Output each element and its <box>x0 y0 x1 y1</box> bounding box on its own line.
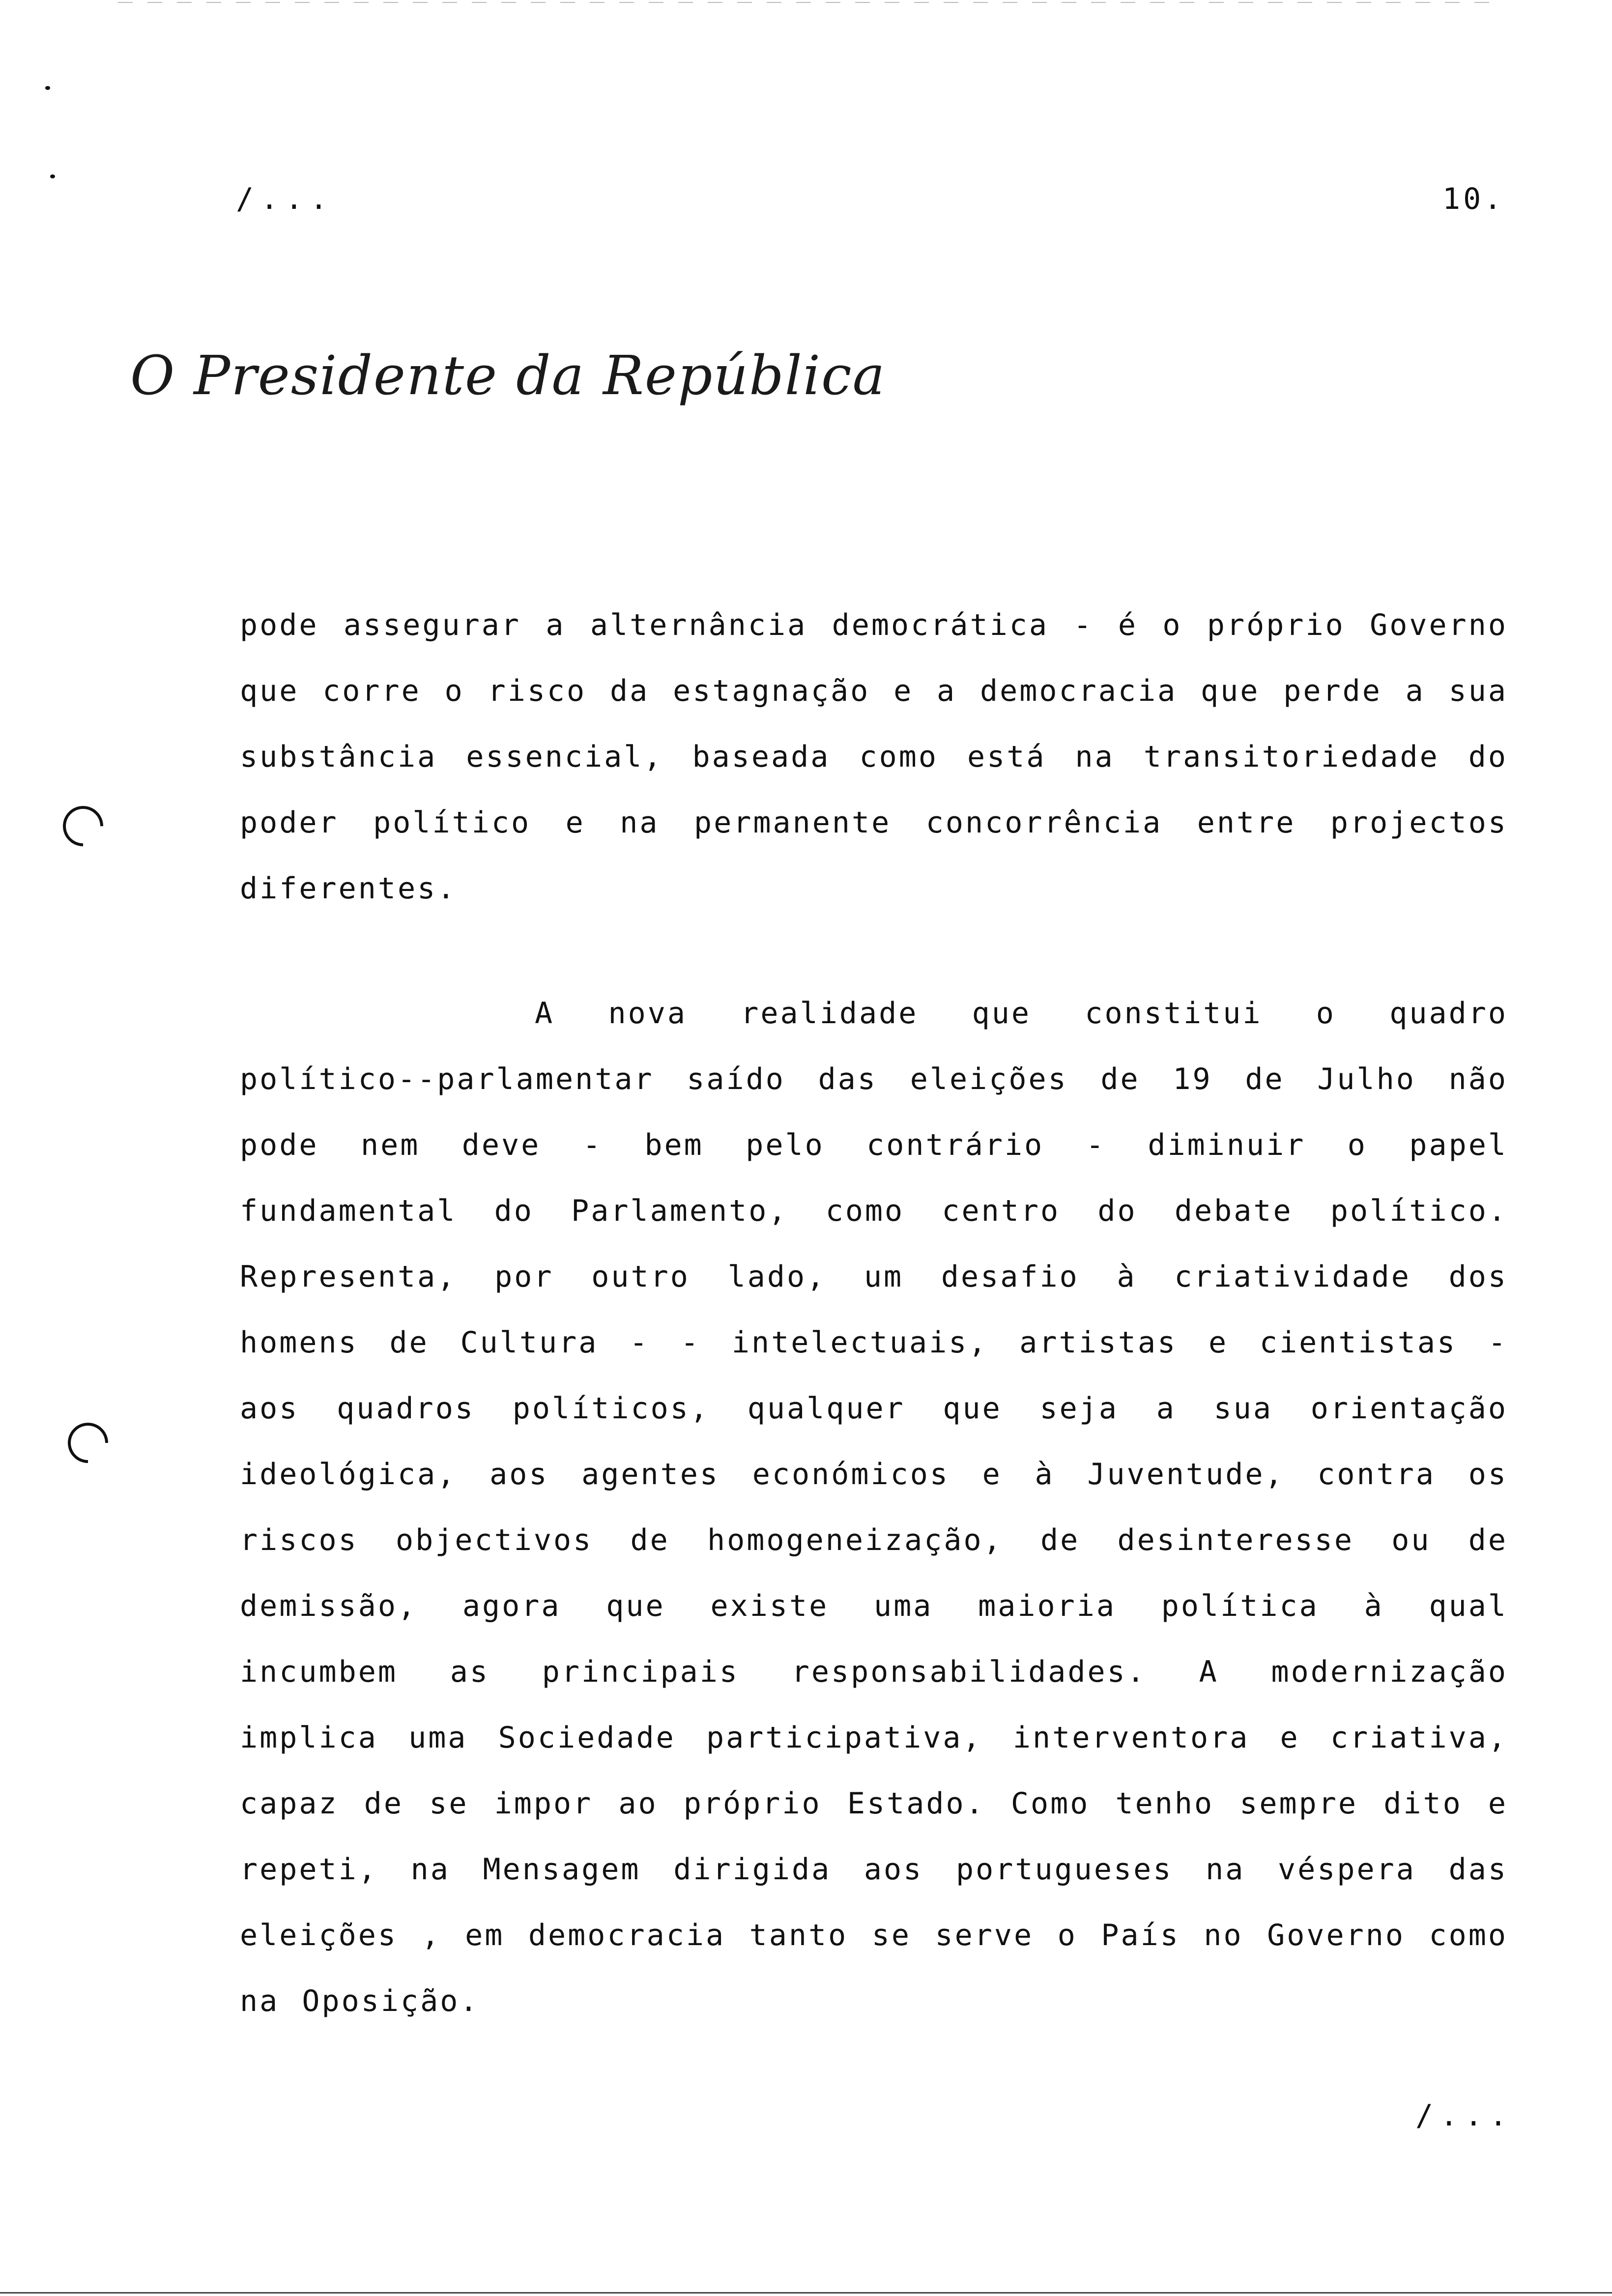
punch-hole-mark <box>55 798 112 855</box>
continues-marker: /... <box>1415 2098 1514 2133</box>
top-edge-mark <box>118 2 1494 3</box>
body-paragraph-text: A nova realidade que constitui o quadro político--parlamentar saído das eleições de 19 de Julho não pode nem deve - bem pelo contrário - diminuir o papel fundamental do Parlamento, como centro do debate político. Representa, por outro lado, um desafio à criatividade dos homens de Cultura - - intelectuais, artistas e cientistas - aos quadros políticos, qualquer que seja a sua orientação ideológica, aos agentes económicos e à Juventude, contra os riscos objectivos de homogeneização, de desinteresse ou de demissão, agora que existe uma maioria política à qual incumbem as principais responsabilidades. A modernização implica uma Sociedade participativa, interventora e criativa, capaz de se impor ao próprio Estado. Como tenho sempre dito e repeti, na Mensagem dirigida aos portugueses na véspera das eleições , em democracia tanto se serve o País no Governo como na Oposição. <box>240 996 1508 2018</box>
letterhead-title: O Presidente da República <box>130 344 886 407</box>
margin-speck <box>45 86 50 90</box>
bottom-edge-line <box>0 2292 1612 2294</box>
punch-hole-mark <box>59 1414 116 1471</box>
body-paragraph-indented <box>240 980 1508 2034</box>
body-paragraph: pode assegurar a alternância democrática - é o próprio Governo que corre o risco da estagnação e a democracia que perde a sua substância essencial, baseada como está na transitoriedade do poder político e na permanente concorrência entre projectos diferentes. <box>240 608 1508 906</box>
page-number: 10. <box>1442 182 1505 216</box>
continued-from-marker: /... <box>236 182 335 216</box>
margin-speck <box>50 174 55 178</box>
